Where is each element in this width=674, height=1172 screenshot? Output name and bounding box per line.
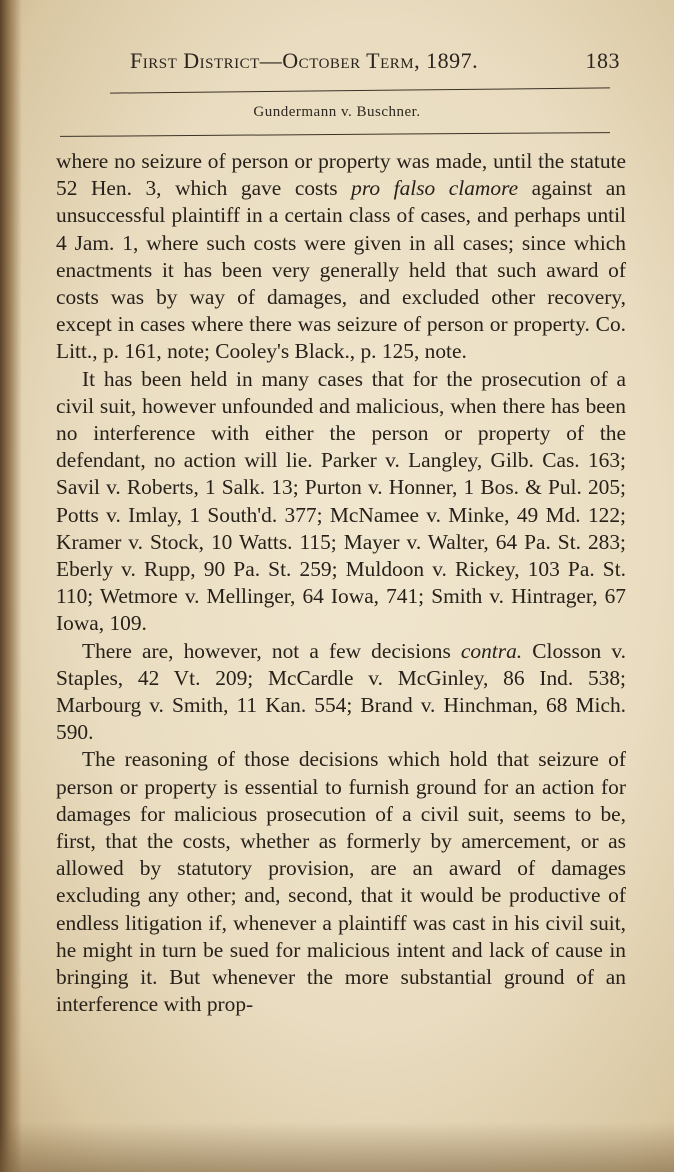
case-title: Gundermann v. Buschner. [253, 104, 421, 120]
paragraph-3: There are, however, not a few decisions contra. Closson v. Staples, 42 Vt. 209; McCardle v. McGinley, 86 Ind. 538; Marbourg v. Smith, 11 Kan. 554; Brand v. Hinchman, 68 Mich. 590. [56, 638, 626, 745]
paragraph-1: where no seizure of person or property was made, until the statute 52 Hen. 3, which gave costs pro falso clamore against an unsuccessful plaintiff in a certain class of cases, and perhaps until 4 Jam. 1, where such costs were given in all cases; since which enactments it has been very generally held that such award of costs was by way of damages, and excluded other recovery, except in cases where there was seizure of person or property. Co. Litt., p. 161, note; Cooley's Black., p. 125, note. [56, 149, 626, 364]
page-binding-shadow [0, 0, 22, 1172]
paragraph-2: It has been held in many cases that for the prosecution of a civil suit, however unfounded and malicious, when there has been no interference with either the person or property of the defendant, no action will lie. Parker v. Langley, Gilb. Cas. 163; Savil v. Roberts, 1 Salk. 13; Purton v. Honner, 1 Bos. & Pul. 205; Potts v. Imlay, 1 South'd. 377; McNamee v. Minke, 49 Md. 122; Kramer v. Stock, 10 Watts. 115; Mayer v. Walter, 64 Pa. St. 283; Eberly v. Rupp, 90 Pa. St. 259; Muldoon v. Rickey, 103 Pa. St. 110; Wetmore v. Mellinger, 64 Iowa, 741; Smith v. Hintrager, 67 Iowa, 109. [56, 366, 626, 636]
body-text [56, 148, 626, 1019]
case-title-rule [60, 132, 610, 137]
page-number: 183 [585, 48, 620, 73]
running-header [130, 48, 620, 74]
page-bottom-shadow [0, 1122, 674, 1172]
running-title: First District—October Term, 1897. [130, 48, 479, 73]
header-rule [110, 87, 610, 93]
paragraph-4: The reasoning of those decisions which hold that seizure of person or property is essential to furnish ground for an action for damages for malicious prosecution of a civil suit, seems to be, first, that the costs, whether as formerly by amercement, or as allowed by statutory provision, are an award of damages excluding any other; and, second, that it would be productive of endless litigation if, whenever a plaintiff was cast in his civil suit, he might in turn be sued for malicious intent and lack of cause in bringing it. But whenever the more substantial ground of an interference with prop- [56, 747, 626, 1017]
